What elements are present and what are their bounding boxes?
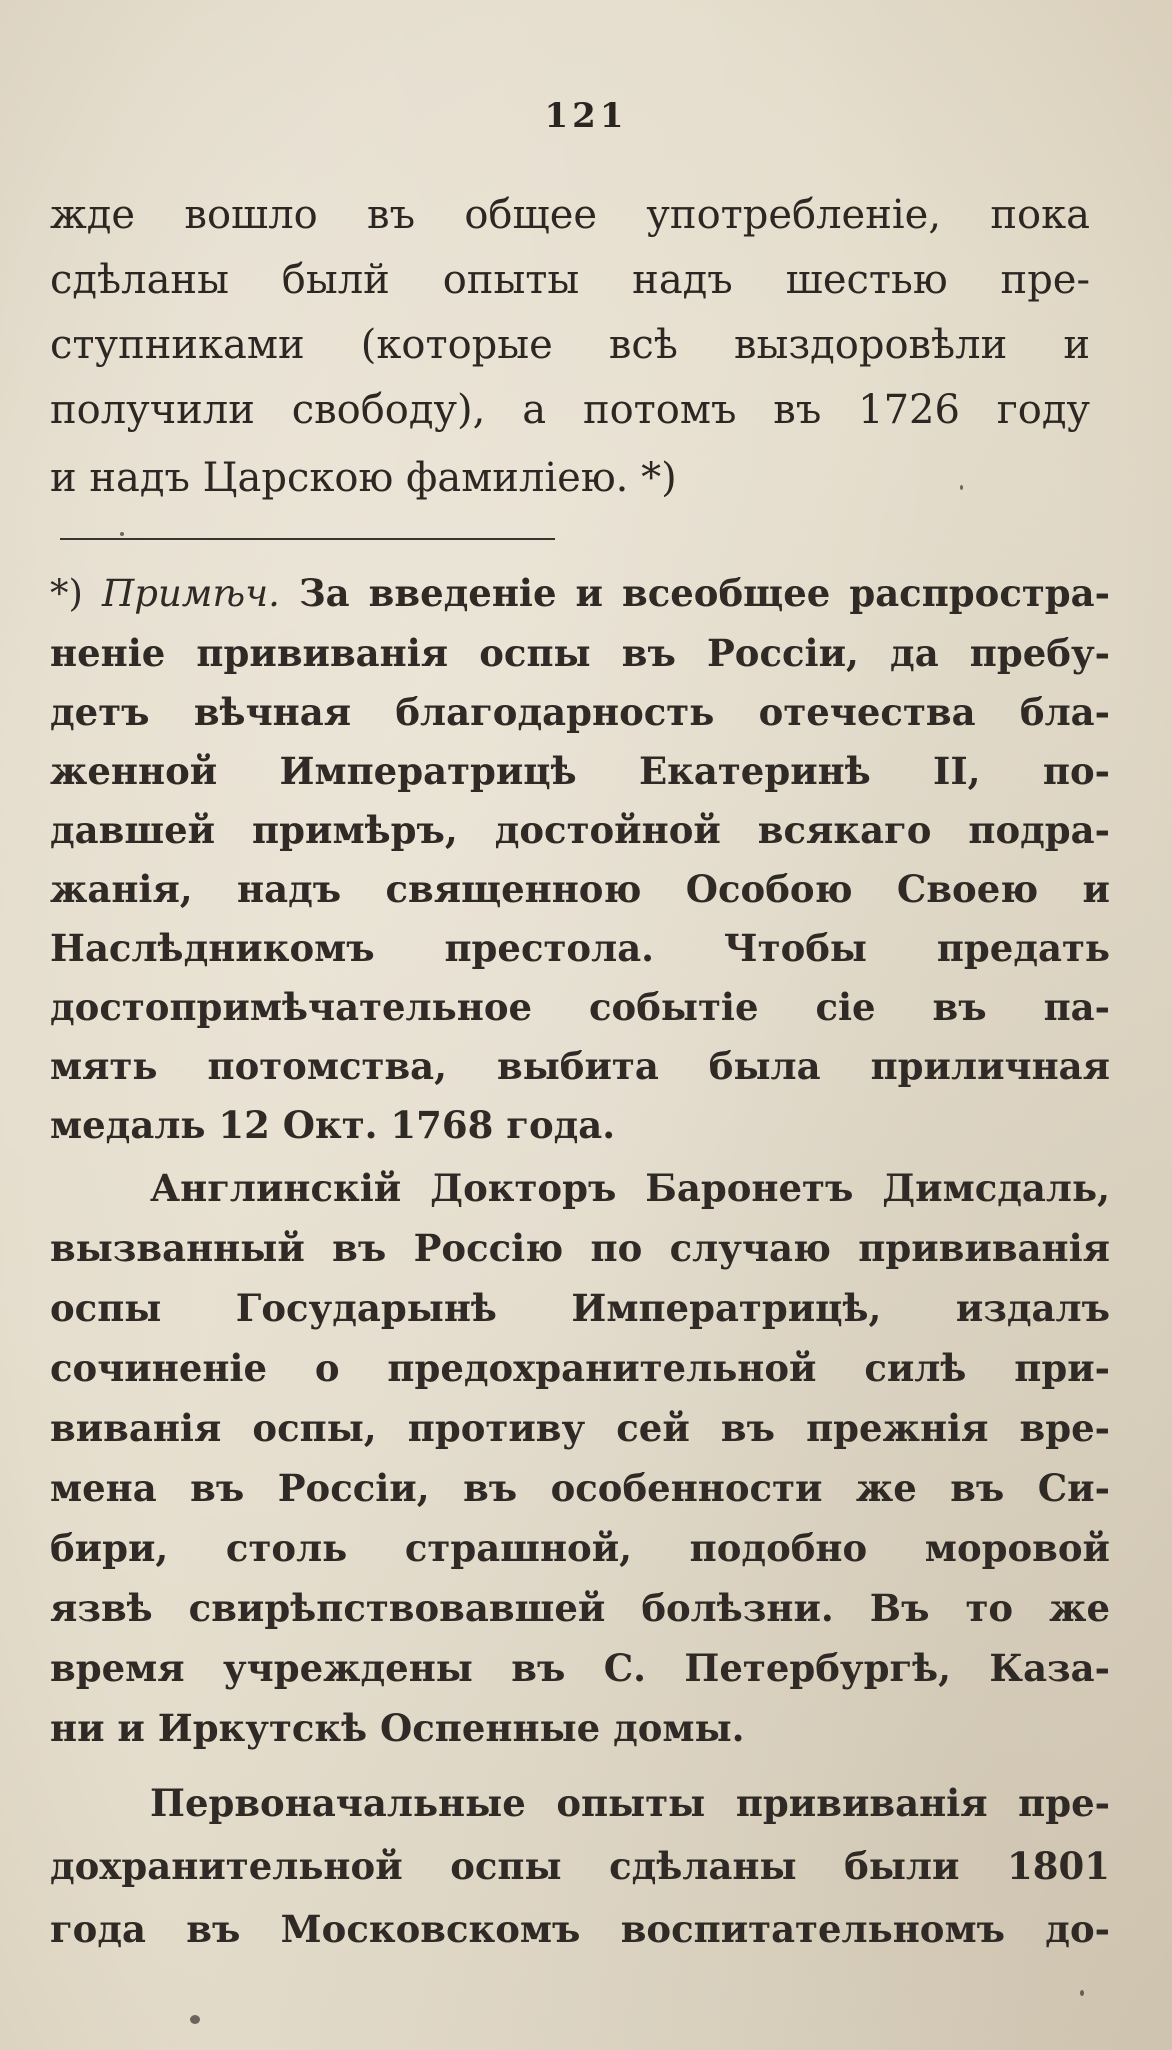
main-text-line-1: жде вошло въ общее употребленіе, пока bbox=[50, 192, 1090, 238]
footnote-separator bbox=[60, 538, 555, 540]
footnote-line-8: достопримѣчательное событіе сіе въ па- bbox=[50, 985, 1110, 1029]
footnote-line-1 bbox=[50, 565, 1110, 622]
footnote-p2-line-9: время учреждены въ С. Петербургѣ, Каза- bbox=[50, 1646, 1110, 1690]
paper-speck bbox=[960, 485, 963, 490]
main-text-line-5: и надъ Царскою фамиліею. *) bbox=[50, 455, 677, 501]
paper-speck bbox=[1080, 1990, 1084, 1996]
footnote-p2-line-6: мена въ Россіи, въ особенности же въ Си- bbox=[50, 1466, 1110, 1510]
footnote-marker: *) bbox=[50, 572, 83, 615]
footnote-p2-line-4: сочиненіе о предохранительной силѣ при- bbox=[50, 1346, 1110, 1390]
footnote-line-6: жанія, надъ священною Особою Своею и bbox=[50, 867, 1110, 911]
page-number: 121 bbox=[544, 96, 628, 136]
footnote-p2-line-10: ни и Иркутскѣ Оспенные домы. bbox=[50, 1706, 745, 1750]
footnote-p2-line-2: вызванный въ Россію по случаю прививанія bbox=[50, 1226, 1110, 1270]
footnote-first-line-text: За введеніе и всеобщее распростра- bbox=[298, 571, 1110, 615]
main-text-line-2: сдѣланы былй опыты надъ шестью пре- bbox=[50, 257, 1090, 303]
footnote-p2-line-7: бири, столь страшной, подобно моровой bbox=[50, 1526, 1110, 1570]
footnote-line-2: неніе прививанія оспы въ Россіи, да пребу- bbox=[50, 631, 1110, 675]
main-text-line-3: ступниками (которые всѣ выздоровѣли и bbox=[50, 322, 1090, 368]
footnote-p2-line-8: язвѣ свирѣпствовавшей болѣзни. Въ то же bbox=[50, 1586, 1110, 1630]
main-text-line-4: получили свободу), а потомъ въ 1726 году bbox=[50, 387, 1090, 433]
footnote-line-7: Наслѣдникомъ престола. Чтобы предать bbox=[50, 926, 1110, 970]
footnote-p2-line-3: оспы Государынѣ Императрицѣ, издалъ bbox=[50, 1286, 1110, 1330]
paper-speck bbox=[190, 2015, 200, 2024]
footnote-p3-line-3: года въ Московскомъ воспитательномъ до- bbox=[50, 1907, 1110, 1951]
footnote-p3-line-1: Первоначальные опыты прививанія пре- bbox=[150, 1781, 1110, 1825]
footnote-line-4: женной Императрицѣ Екатеринѣ II, по- bbox=[50, 749, 1110, 793]
paper-speck bbox=[120, 532, 124, 536]
footnote-p2-line-5: виванія оспы, противу сей въ прежнія вре- bbox=[50, 1406, 1110, 1450]
footnote-line-10: медаль 12 Окт. 1768 года. bbox=[50, 1103, 616, 1147]
footnote-line-9: мять потомства, выбита была приличная bbox=[50, 1044, 1110, 1088]
footnote-line-5: давшей примѣръ, достойной всякаго подра- bbox=[50, 808, 1110, 852]
footnote-p3-line-2: дохранительной оспы сдѣланы были 1801 bbox=[50, 1844, 1110, 1888]
footnote-line-3: детъ вѣчная благодарность отечества бла- bbox=[50, 690, 1110, 734]
footnote-label: Примѣч. bbox=[102, 572, 280, 615]
footnote-p2-line-1: Англинскій Докторъ Баронетъ Димсдаль, bbox=[150, 1166, 1110, 1210]
